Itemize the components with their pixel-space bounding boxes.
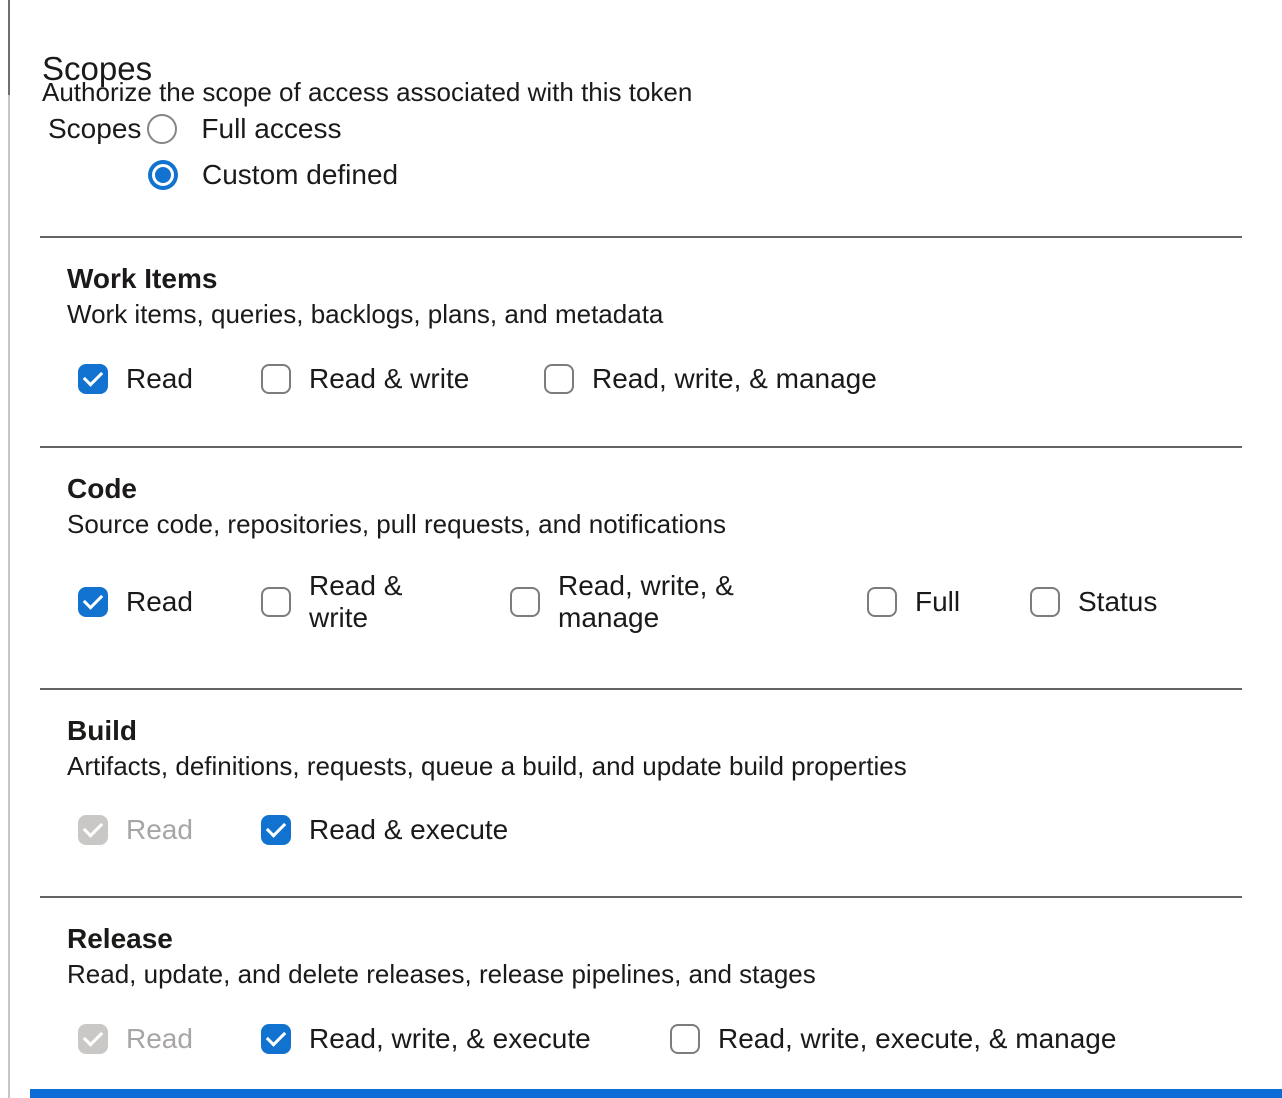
checkbox-label: Read — [126, 363, 193, 394]
bottom-accent-bar — [30, 1089, 1282, 1098]
checkbox-option-read-write[interactable] — [261, 363, 544, 395]
section-description: Work items, queries, backlogs, plans, and metadata — [67, 299, 664, 329]
checkbox-unchecked-icon[interactable] — [544, 364, 574, 394]
page-title: Scopes — [42, 50, 153, 88]
checkbox-row — [78, 1023, 1242, 1055]
checkbox-option-read[interactable] — [78, 586, 261, 618]
section-description: Artifacts, definitions, requests, queue a build, and update build properties — [67, 751, 907, 781]
checkbox-label: Read & write — [309, 363, 470, 394]
checkbox-row — [78, 814, 1242, 846]
checkbox-option-read-write-manage[interactable] — [544, 363, 877, 395]
section-title: Work Items — [67, 263, 218, 294]
radio-option-custom-defined[interactable] — [148, 158, 398, 192]
checkbox-label: Read, write, execute, & manage — [718, 1023, 1117, 1054]
section-code — [40, 446, 1242, 634]
checkbox-unchecked-icon[interactable] — [1030, 587, 1060, 617]
checkbox-checked-icon[interactable] — [78, 364, 108, 394]
checkbox-checked-icon[interactable] — [261, 1024, 291, 1054]
checkbox-label: Read, write, & manage — [592, 363, 877, 394]
section-title: Build — [67, 715, 137, 746]
radio-option-label: Custom defined — [202, 159, 399, 190]
checkbox-option-read[interactable] — [78, 814, 261, 846]
checkbox-unchecked-icon[interactable] — [261, 587, 291, 617]
checkbox-unchecked-icon[interactable] — [510, 587, 540, 617]
section-description: Read, update, and delete releases, release pipelines, and stages — [67, 959, 816, 989]
checkbox-label: Read & execute — [309, 814, 509, 845]
checkbox-option-read[interactable] — [78, 1023, 261, 1055]
checkbox-row — [78, 363, 1242, 395]
checkbox-label: Status — [1078, 586, 1158, 617]
section-title: Release — [67, 923, 173, 954]
checkbox-checked-icon[interactable] — [78, 587, 108, 617]
page-subtitle: Authorize the scope of access associated with this token — [42, 77, 693, 107]
checkbox-unchecked-icon[interactable] — [670, 1024, 700, 1054]
window-edge-line-top — [8, 0, 10, 95]
checkbox-option-status[interactable] — [1030, 586, 1157, 618]
radio-button-selected-icon[interactable] — [148, 160, 178, 190]
checkbox-unchecked-icon[interactable] — [261, 364, 291, 394]
checkbox-checked-disabled-icon — [78, 1024, 108, 1054]
checkbox-option-read-write[interactable] — [261, 570, 510, 634]
radio-button-icon[interactable] — [147, 114, 177, 144]
checkbox-label: Full — [915, 586, 961, 617]
window-edge-line — [8, 95, 10, 1098]
checkbox-unchecked-icon[interactable] — [867, 587, 897, 617]
radio-option-full-access[interactable] — [48, 112, 341, 146]
section-build — [40, 688, 1242, 846]
checkbox-label: Read, write, & execute — [309, 1023, 591, 1054]
scopes-field-label: Scopes — [48, 113, 142, 144]
section-title: Code — [67, 473, 137, 504]
checkbox-label: Read — [126, 586, 193, 617]
radio-option-label: Full access — [201, 113, 342, 144]
checkbox-option-read-write-execute[interactable] — [261, 1023, 670, 1055]
checkbox-label: Read — [126, 1023, 193, 1054]
section-description: Source code, repositories, pull requests, and notifications — [67, 509, 727, 539]
checkbox-option-read-write-execute-manage[interactable] — [670, 1023, 1116, 1055]
checkbox-option-read-execute[interactable] — [261, 814, 508, 846]
section-release — [40, 896, 1242, 1055]
section-work-items — [40, 236, 1242, 395]
checkbox-label: Read & write — [309, 570, 403, 633]
checkbox-option-read-write-manage[interactable] — [510, 570, 867, 634]
checkbox-row — [78, 570, 1242, 634]
checkbox-option-read[interactable] — [78, 363, 261, 395]
checkbox-checked-icon[interactable] — [261, 815, 291, 845]
checkbox-option-full[interactable] — [867, 586, 1030, 618]
checkbox-label: Read — [126, 814, 193, 845]
checkbox-checked-disabled-icon — [78, 815, 108, 845]
checkbox-label: Read, write, & manage — [558, 570, 734, 633]
